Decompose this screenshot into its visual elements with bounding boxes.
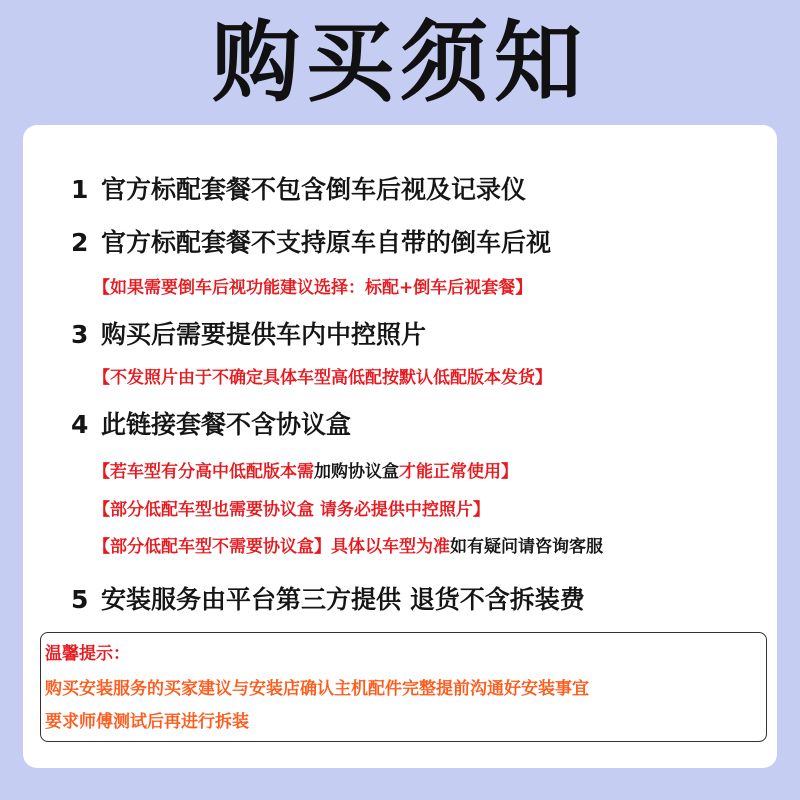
note-item-4c (93, 532, 603, 557)
note-item-3: 【不发照片由于不确定具体车型高低配按默认低配版本发货】 (93, 368, 552, 388)
notice-item-3 (71, 315, 426, 351)
notice-item-1 (71, 170, 526, 206)
note-segment: 如有疑问请咨询客服 (450, 537, 603, 557)
item-text: 此链接套餐不含协议盒 (101, 410, 352, 439)
page-title: 购买须知 (211, 11, 588, 114)
note-segment: 【若车型有分高中低配版本需 (93, 462, 314, 482)
note-item-4a (93, 457, 518, 482)
tips-line-1: 购买安装服务的买家建议与安装店确认主机配件完整提前沟通好安装事宜 (45, 679, 589, 699)
item-number: 5 (71, 585, 89, 614)
note-item-2: 【如果需要倒车后视功能建议选择：标配+倒车后视套餐】 (93, 278, 533, 298)
tips-line-2: 要求师傅测试后再进行拆装 (45, 712, 249, 732)
item-number: 3 (71, 320, 89, 349)
item-text: 安装服务由平台第三方提供 退货不含拆装费 (101, 585, 585, 614)
note-segment: 【部分低配车型不需要协议盒】具体以车型为准 (93, 537, 450, 557)
tips-box (40, 632, 767, 742)
item-number: 4 (71, 410, 89, 439)
tips-title: 温馨提示： (45, 644, 130, 664)
item-text: 官方标配套餐不包含倒车后视及记录仪 (101, 175, 527, 204)
note-item-4b: 【部分低配车型也需要协议盒 请务必提供中控照片】 (93, 500, 490, 520)
notice-item-4 (71, 405, 351, 441)
item-number: 2 (71, 228, 89, 257)
note-segment: 才能正常使用】 (399, 462, 518, 482)
notice-card (23, 125, 777, 768)
item-text: 官方标配套餐不支持原车自带的倒车后视 (101, 228, 552, 257)
note-segment: 加购协议盒 (314, 462, 399, 482)
item-number: 1 (71, 175, 89, 204)
item-text: 购买后需要提供车内中控照片 (101, 320, 427, 349)
notice-item-2 (71, 223, 551, 259)
notice-item-5 (71, 580, 585, 616)
